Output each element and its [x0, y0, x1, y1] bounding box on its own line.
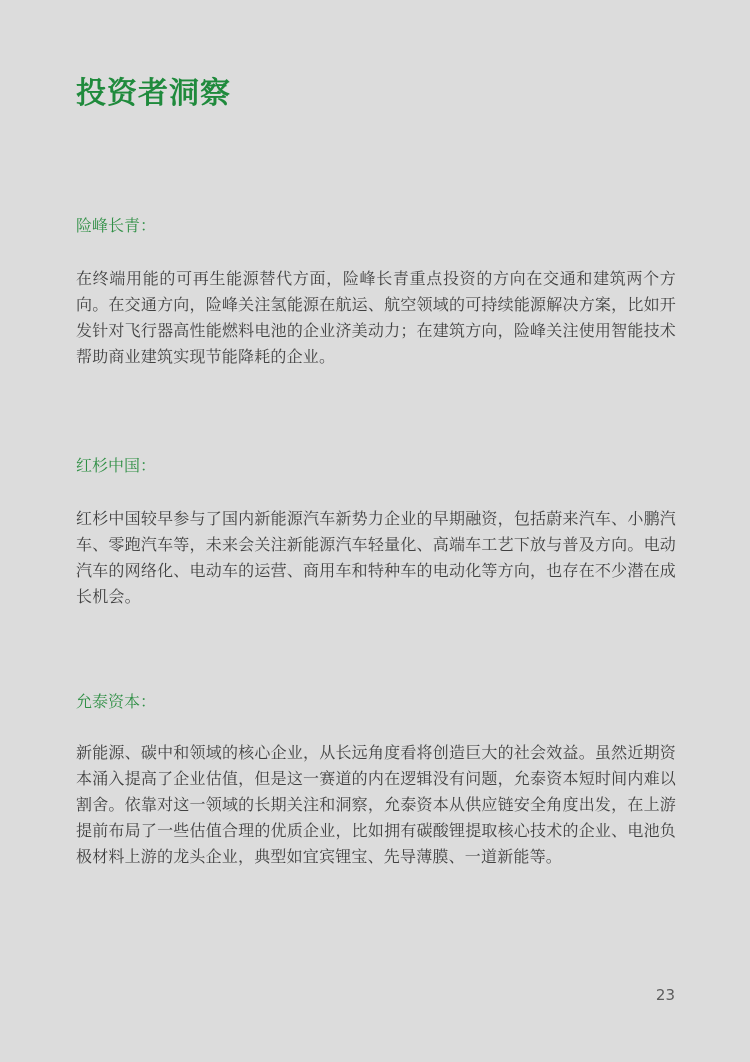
section-body-sequoia: 红杉中国较早参与了国内新能源汽车新势力企业的早期融资，包括蔚来汽车、小鹏汽车、零跑汽车等，未来会关注新能源汽车轻量化、高端车工艺下放与普及方向。电动汽车的网络化、电动车的运营、商用车和特种车的电动化等方向，也存在不少潜在成长机会。 [76, 509, 676, 606]
section-body-xianfeng: 在终端用能的可再生能源替代方面，险峰长青重点投资的方向在交通和建筑两个方向。在交通方向，险峰关注氢能源在航运、航空领域的可持续能源解决方案，比如开发针对飞行器高性能燃料电池的企业济美动力；在建筑方向，险峰关注使用智能技术帮助商业建筑实现节能降耗的企业。 [76, 269, 676, 366]
page-number: 23 [655, 986, 675, 1004]
section-heading-xianfeng: 险峰长青： [76, 216, 157, 235]
section-body-yuntai: 新能源、碳中和领域的核心企业，从长远角度看将创造巨大的社会效益。虽然近期资本涌入提高了企业估值，但是这一赛道的内在逻辑没有问题，允泰资本短时间内难以割舍。依靠对这一领域的长期关注和洞察，允泰资本从供应链安全角度出发，在上游提前布局了一些估值合理的优质企业，比如拥有碳酸锂提取核心技术的企业、电池负极材料上游的龙头企业，典型如宜宾锂宝、先导薄膜、一道新能等。 [76, 743, 676, 866]
section-heading-sequoia: 红杉中国： [76, 456, 157, 475]
page-title: 投资者洞察 [76, 76, 231, 111]
section-heading-yuntai: 允泰资本： [76, 692, 157, 711]
